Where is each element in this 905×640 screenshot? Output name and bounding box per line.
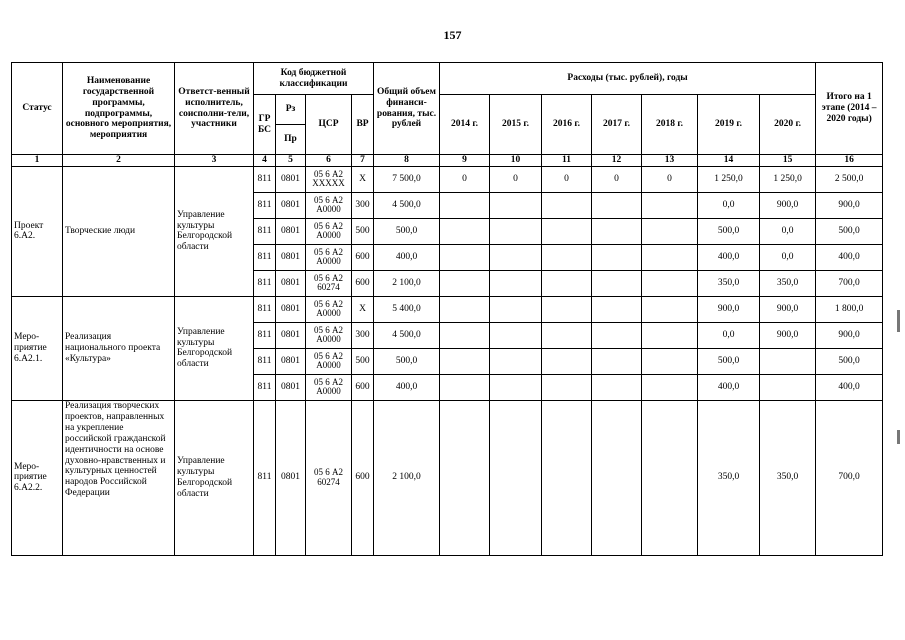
column-number: 14 — [698, 155, 760, 167]
y2020-cell: 900,0 — [760, 322, 816, 348]
header-year: 2015 г. — [490, 95, 542, 155]
responsible-cell: Управление культуры Белгородской области — [175, 400, 254, 555]
csr-cell: 05 6 А2 А0000 — [306, 244, 352, 270]
y2018-cell: 0 — [642, 166, 698, 192]
responsible-cell: Управление культуры Белгородской области — [175, 166, 254, 296]
y2016-cell — [542, 270, 592, 296]
column-number: 9 — [440, 155, 490, 167]
y2018-cell — [642, 348, 698, 374]
y2018-cell — [642, 192, 698, 218]
y2016-cell: 0 — [542, 166, 592, 192]
vr-cell: 500 — [352, 348, 374, 374]
header-rz: Рз — [276, 95, 306, 125]
header-csr: ЦСР — [306, 95, 352, 155]
y2017-cell — [592, 244, 642, 270]
stage-cell: 700,0 — [816, 270, 883, 296]
column-number: 7 — [352, 155, 374, 167]
vr-cell: 600 — [352, 270, 374, 296]
y2014-cell — [440, 374, 490, 400]
column-number: 10 — [490, 155, 542, 167]
y2020-cell: 350,0 — [760, 270, 816, 296]
header-budget-code: Код бюджетной классификации — [254, 63, 374, 95]
y2015-cell: 0 — [490, 166, 542, 192]
grbs-cell: 811 — [254, 348, 276, 374]
y2017-cell — [592, 270, 642, 296]
csr-cell: 05 6 А2 А0000 — [306, 348, 352, 374]
y2016-cell — [542, 218, 592, 244]
header-year: 2019 г. — [698, 95, 760, 155]
header-responsible: Ответст-венный исполнитель, соисполни-тели, участники — [175, 63, 254, 155]
header-year: 2020 г. — [760, 95, 816, 155]
total-cell: 500,0 — [374, 218, 440, 244]
grbs-cell: 811 — [254, 166, 276, 192]
csr-cell: 05 6 А2 60274 — [306, 400, 352, 555]
total-cell: 2 100,0 — [374, 400, 440, 555]
rzpr-cell: 0801 — [276, 192, 306, 218]
vr-cell: 500 — [352, 218, 374, 244]
header-year: 2017 г. — [592, 95, 642, 155]
y2015-cell — [490, 270, 542, 296]
rzpr-cell: 0801 — [276, 166, 306, 192]
y2020-cell: 0,0 — [760, 218, 816, 244]
total-cell: 400,0 — [374, 374, 440, 400]
y2019-cell: 350,0 — [698, 400, 760, 555]
stage-cell: 500,0 — [816, 348, 883, 374]
stage-cell: 900,0 — [816, 192, 883, 218]
y2020-cell: 900,0 — [760, 296, 816, 322]
y2019-cell: 400,0 — [698, 374, 760, 400]
y2015-cell — [490, 400, 542, 555]
stage-cell: 400,0 — [816, 244, 883, 270]
y2019-cell: 1 250,0 — [698, 166, 760, 192]
stage-cell: 500,0 — [816, 218, 883, 244]
y2018-cell — [642, 374, 698, 400]
y2019-cell: 0,0 — [698, 192, 760, 218]
total-cell: 7 500,0 — [374, 166, 440, 192]
y2015-cell — [490, 218, 542, 244]
vr-cell: 300 — [352, 192, 374, 218]
header-vr: ВР — [352, 95, 374, 155]
header-year: 2018 г. — [642, 95, 698, 155]
header-year: 2014 г. — [440, 95, 490, 155]
y2019-cell: 0,0 — [698, 322, 760, 348]
table-row — [12, 166, 883, 192]
column-number: 16 — [816, 155, 883, 167]
y2017-cell: 0 — [592, 166, 642, 192]
y2014-cell — [440, 192, 490, 218]
csr-cell: 05 6 А2 А0000 — [306, 322, 352, 348]
rzpr-cell: 0801 — [276, 218, 306, 244]
y2018-cell — [642, 270, 698, 296]
rzpr-cell: 0801 — [276, 374, 306, 400]
stage-cell: 1 800,0 — [816, 296, 883, 322]
header-expenses: Расходы (тыс. рублей), годы — [440, 63, 816, 95]
total-cell: 500,0 — [374, 348, 440, 374]
y2014-cell — [440, 322, 490, 348]
rzpr-cell: 0801 — [276, 270, 306, 296]
y2016-cell — [542, 322, 592, 348]
rzpr-cell: 0801 — [276, 400, 306, 555]
y2014-cell: 0 — [440, 166, 490, 192]
y2020-cell: 0,0 — [760, 244, 816, 270]
header-name: Наименование государственной программы, подпрограммы, основного мероприятия, мероприятия — [63, 63, 175, 155]
y2015-cell — [490, 374, 542, 400]
total-cell: 2 100,0 — [374, 270, 440, 296]
y2015-cell — [490, 244, 542, 270]
csr-cell: 05 6 А2 А0000 — [306, 374, 352, 400]
budget-table — [11, 62, 883, 556]
header-total-volume: Общий объем финанси-рования, тыс. рублей — [374, 63, 440, 155]
status-cell: Меро-приятие 6.А2.2. — [12, 400, 63, 555]
y2015-cell — [490, 348, 542, 374]
y2016-cell — [542, 374, 592, 400]
name-cell: Реализация творческих проектов, направленных на укрепление российской гражданской идентичности на основе духовно-нравственных и культурных ценностей народов Российской Федерации — [63, 400, 175, 555]
y2018-cell — [642, 322, 698, 348]
y2015-cell — [490, 192, 542, 218]
scan-edge-mark — [897, 430, 900, 444]
header-grbs: ГР БС — [254, 95, 276, 155]
column-number: 12 — [592, 155, 642, 167]
stage-cell: 2 500,0 — [816, 166, 883, 192]
column-number: 8 — [374, 155, 440, 167]
stage-cell: 700,0 — [816, 400, 883, 555]
rzpr-cell: 0801 — [276, 348, 306, 374]
y2016-cell — [542, 296, 592, 322]
table-row — [12, 296, 883, 322]
name-cell: Реализация национального проекта «Культура» — [63, 296, 175, 400]
y2019-cell: 500,0 — [698, 218, 760, 244]
header-total-stage: Итого на 1 этапе (2014 – 2020 годы) — [816, 63, 883, 155]
y2020-cell: 900,0 — [760, 192, 816, 218]
header-status: Статус — [12, 63, 63, 155]
header-pr: Пр — [276, 125, 306, 155]
responsible-cell: Управление культуры Белгородской области — [175, 296, 254, 400]
y2014-cell — [440, 348, 490, 374]
y2014-cell — [440, 270, 490, 296]
grbs-cell: 811 — [254, 322, 276, 348]
grbs-cell: 811 — [254, 374, 276, 400]
y2019-cell: 400,0 — [698, 244, 760, 270]
y2017-cell — [592, 374, 642, 400]
y2017-cell — [592, 192, 642, 218]
y2015-cell — [490, 296, 542, 322]
vr-cell: X — [352, 296, 374, 322]
y2020-cell — [760, 348, 816, 374]
rzpr-cell: 0801 — [276, 244, 306, 270]
grbs-cell: 811 — [254, 218, 276, 244]
column-number: 11 — [542, 155, 592, 167]
column-number: 2 — [63, 155, 175, 167]
y2020-cell: 1 250,0 — [760, 166, 816, 192]
y2020-cell: 350,0 — [760, 400, 816, 555]
column-number: 1 — [12, 155, 63, 167]
y2018-cell — [642, 218, 698, 244]
y2014-cell — [440, 244, 490, 270]
y2018-cell — [642, 244, 698, 270]
total-cell: 4 500,0 — [374, 192, 440, 218]
csr-cell: 05 6 А2 60274 — [306, 270, 352, 296]
y2017-cell — [592, 218, 642, 244]
y2014-cell — [440, 296, 490, 322]
vr-cell: 600 — [352, 400, 374, 555]
csr-cell: 05 6 А2 А0000 — [306, 218, 352, 244]
y2015-cell — [490, 322, 542, 348]
y2014-cell — [440, 400, 490, 555]
y2019-cell: 350,0 — [698, 270, 760, 296]
grbs-cell: 811 — [254, 270, 276, 296]
y2017-cell — [592, 322, 642, 348]
stage-cell: 900,0 — [816, 322, 883, 348]
total-cell: 5 400,0 — [374, 296, 440, 322]
column-number: 15 — [760, 155, 816, 167]
grbs-cell: 811 — [254, 400, 276, 555]
y2019-cell: 900,0 — [698, 296, 760, 322]
csr-cell: 05 6 А2 А0000 — [306, 192, 352, 218]
y2016-cell — [542, 244, 592, 270]
scan-edge-mark — [897, 310, 900, 332]
y2020-cell — [760, 374, 816, 400]
column-number: 6 — [306, 155, 352, 167]
csr-cell: 05 6 А2 XXXXX — [306, 166, 352, 192]
grbs-cell: 811 — [254, 244, 276, 270]
y2018-cell — [642, 400, 698, 555]
y2017-cell — [592, 296, 642, 322]
grbs-cell: 811 — [254, 296, 276, 322]
y2019-cell: 500,0 — [698, 348, 760, 374]
y2016-cell — [542, 348, 592, 374]
y2014-cell — [440, 218, 490, 244]
header-year: 2016 г. — [542, 95, 592, 155]
rzpr-cell: 0801 — [276, 322, 306, 348]
stage-cell: 400,0 — [816, 374, 883, 400]
vr-cell: 600 — [352, 374, 374, 400]
vr-cell: 300 — [352, 322, 374, 348]
y2017-cell — [592, 348, 642, 374]
column-number: 4 — [254, 155, 276, 167]
status-cell: Проект 6.А2. — [12, 166, 63, 296]
vr-cell: X — [352, 166, 374, 192]
total-cell: 4 500,0 — [374, 322, 440, 348]
column-number: 3 — [175, 155, 254, 167]
total-cell: 400,0 — [374, 244, 440, 270]
rzpr-cell: 0801 — [276, 296, 306, 322]
name-cell: Творческие люди — [63, 166, 175, 296]
y2017-cell — [592, 400, 642, 555]
csr-cell: 05 6 А2 А0000 — [306, 296, 352, 322]
status-cell: Меро-приятие 6.А2.1. — [12, 296, 63, 400]
column-number: 5 — [276, 155, 306, 167]
column-number-row — [12, 155, 883, 167]
table-row — [12, 400, 883, 555]
vr-cell: 600 — [352, 244, 374, 270]
column-number: 13 — [642, 155, 698, 167]
grbs-cell: 811 — [254, 192, 276, 218]
y2016-cell — [542, 192, 592, 218]
y2016-cell — [542, 400, 592, 555]
y2018-cell — [642, 296, 698, 322]
table-body — [12, 166, 883, 555]
page-number: 157 — [443, 28, 462, 42]
